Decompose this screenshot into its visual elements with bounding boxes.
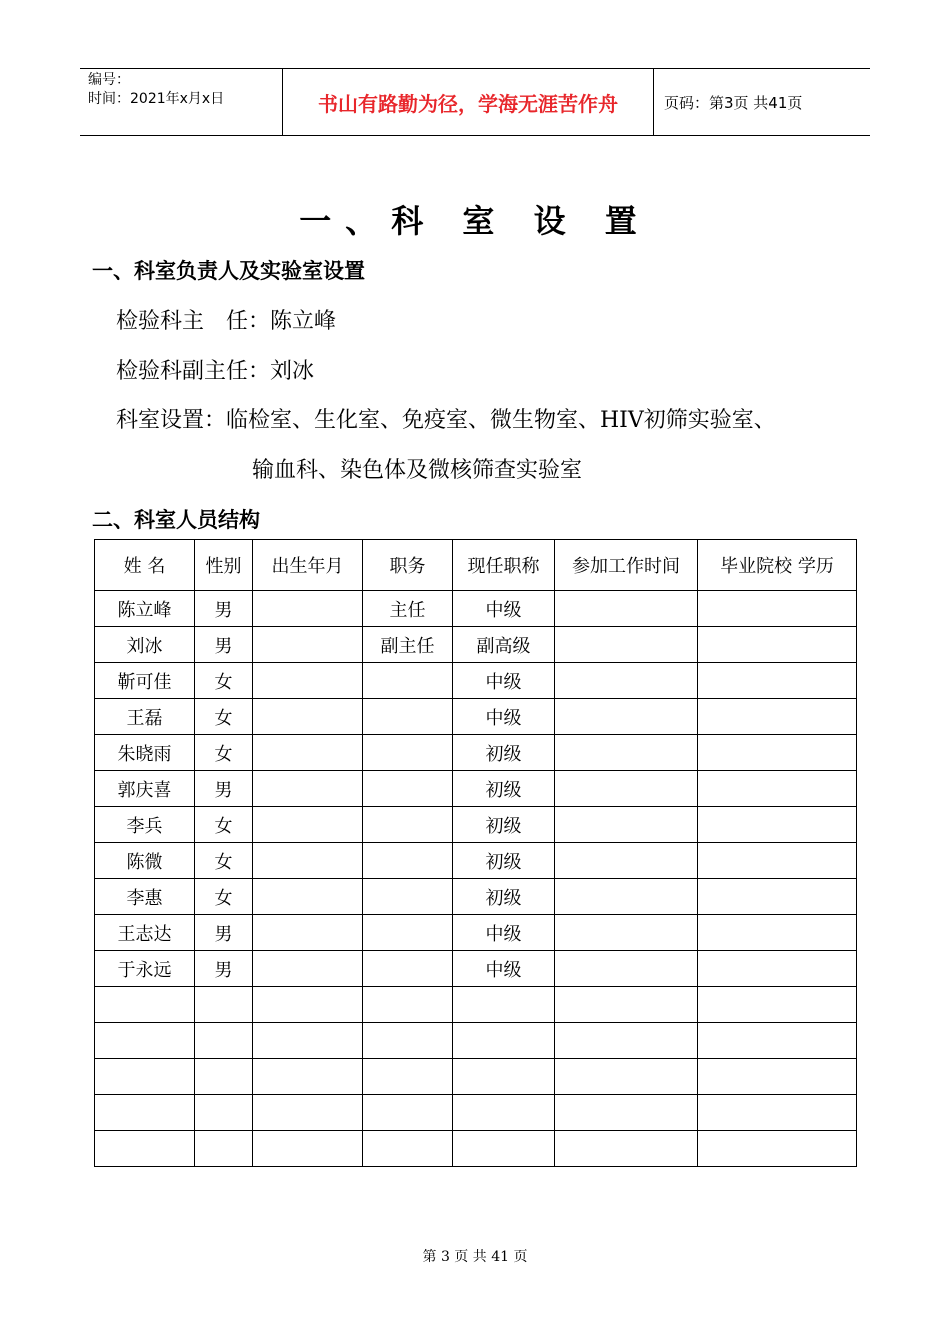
table-cell: 李惠 [95,879,195,915]
table-cell: 靳可佳 [95,663,195,699]
column-header: 职务 [363,540,453,591]
table-cell [698,1059,857,1095]
document-number-label: 编号： [88,72,130,88]
table-row [95,915,857,951]
table-cell [555,807,698,843]
table-row [95,879,857,915]
column-header: 参加工作时间 [555,540,698,591]
table-cell: 初级 [453,807,555,843]
table-cell [555,771,698,807]
director-line: 检验科主 任：陈立峰 [116,309,337,334]
page-header [80,68,870,136]
table-cell: 女 [195,663,253,699]
table-cell [253,879,363,915]
table-row [95,1023,857,1059]
table-cell [363,987,453,1023]
table-cell: 初级 [453,843,555,879]
table-cell: 副高级 [453,627,555,663]
table-cell: 中级 [453,663,555,699]
table-cell [253,807,363,843]
table-cell [698,735,857,771]
table-cell [195,1023,253,1059]
table-cell [555,951,698,987]
table-cell [453,1023,555,1059]
table-cell [555,1059,698,1095]
table-cell: 于永远 [95,951,195,987]
table-cell [253,663,363,699]
table-cell [698,771,857,807]
table-cell [698,951,857,987]
table-cell [253,843,363,879]
table-cell [253,1095,363,1131]
table-cell [555,879,698,915]
table-header-row [95,540,857,591]
table-cell [555,699,698,735]
table-row [95,699,857,735]
table-cell [363,1059,453,1095]
table-cell [698,627,857,663]
table-cell: 女 [195,879,253,915]
table-row [95,1059,857,1095]
table-cell: 副主任 [363,627,453,663]
column-header: 出生年月 [253,540,363,591]
table-cell [555,1131,698,1167]
table-cell: 王磊 [95,699,195,735]
table-cell: 初级 [453,771,555,807]
table-row [95,735,857,771]
table-cell [95,987,195,1023]
section-heading-1: 一、科室负责人及实验室设置 [92,259,365,283]
page-footer: 第 3 页 共 41 页 [422,1249,528,1265]
table-cell [555,987,698,1023]
table-cell [555,1095,698,1131]
table-cell: 中级 [453,951,555,987]
table-cell: 刘冰 [95,627,195,663]
table-cell [253,1131,363,1167]
table-cell [698,915,857,951]
table-cell: 男 [195,627,253,663]
table-cell [453,1059,555,1095]
table-cell [253,1059,363,1095]
table-cell [698,663,857,699]
table-cell [253,591,363,627]
table-cell [555,663,698,699]
table-cell [195,1095,253,1131]
table-cell [555,735,698,771]
table-cell [698,699,857,735]
table-cell [453,987,555,1023]
table-cell: 男 [195,591,253,627]
column-header: 姓 名 [95,540,195,591]
column-header: 毕业院校 学历 [698,540,857,591]
table-cell [363,915,453,951]
table-row [95,1095,857,1131]
table-row [95,951,857,987]
table-cell [363,1131,453,1167]
rooms-line-1: 科室设置：临检室、生化室、免疫室、微生物室、HIV初筛实验室、 [116,408,776,433]
table-cell [363,1095,453,1131]
table-cell [698,591,857,627]
table-cell [698,987,857,1023]
table-cell: 中级 [453,915,555,951]
table-cell [95,1095,195,1131]
table-cell [363,735,453,771]
section-heading-2: 二、科室人员结构 [92,508,260,532]
table-cell: 男 [195,915,253,951]
table-cell: 中级 [453,591,555,627]
table-cell: 郭庆喜 [95,771,195,807]
table-cell [253,771,363,807]
table-cell [253,735,363,771]
table-cell [363,771,453,807]
table-cell: 朱晓雨 [95,735,195,771]
table-cell: 女 [195,807,253,843]
table-row [95,843,857,879]
table-cell [253,1023,363,1059]
table-cell: 女 [195,735,253,771]
table-cell [363,951,453,987]
header-page-info: 页码：第3页 共41页 [664,93,803,112]
table-cell: 李兵 [95,807,195,843]
table-cell [363,699,453,735]
table-row [95,987,857,1023]
table-row [95,1131,857,1167]
document-date: 时间：2021年x月x日 [88,91,225,107]
table-cell [453,1095,555,1131]
table-cell: 女 [195,843,253,879]
deputy-line: 检验科副主任：刘冰 [116,359,315,384]
table-cell [363,879,453,915]
table-cell [698,1095,857,1131]
table-cell [253,699,363,735]
table-cell [195,1131,253,1167]
table-cell [363,843,453,879]
table-cell [698,1131,857,1167]
table-cell: 女 [195,699,253,735]
table-cell: 男 [195,771,253,807]
page-title: 一、科 室 设 置 [299,202,651,240]
table-cell: 王志达 [95,915,195,951]
table-cell [195,1059,253,1095]
table-body [95,591,857,1167]
table-cell [253,627,363,663]
table-cell [363,807,453,843]
table-row [95,771,857,807]
table-cell [698,843,857,879]
table-cell: 中级 [453,699,555,735]
table-cell [555,627,698,663]
table-cell [253,987,363,1023]
header-motto: 书山有路勤为径，学海无涯苦作舟 [282,69,654,135]
table-row [95,663,857,699]
table-row [95,627,857,663]
table-cell [195,987,253,1023]
staff-table [94,539,857,1167]
table-row [95,807,857,843]
table-cell [555,843,698,879]
table-cell [555,1023,698,1059]
table-cell: 初级 [453,735,555,771]
table-cell [253,951,363,987]
column-header: 现任职称 [453,540,555,591]
table-cell: 主任 [363,591,453,627]
table-cell [253,915,363,951]
table-cell [95,1023,195,1059]
table-cell [698,879,857,915]
table-row [95,591,857,627]
rooms-line-2: 输血科、染色体及微核筛查实验室 [252,458,583,483]
table-cell [95,1059,195,1095]
table-cell [555,915,698,951]
table-cell: 男 [195,951,253,987]
table-cell [95,1131,195,1167]
table-cell [555,591,698,627]
table-cell [363,1023,453,1059]
table-cell [698,807,857,843]
header-meta [80,69,282,135]
table-cell [698,1023,857,1059]
table-cell: 陈立峰 [95,591,195,627]
table-cell [363,663,453,699]
table-cell [453,1131,555,1167]
table-cell: 初级 [453,879,555,915]
table-cell: 陈微 [95,843,195,879]
column-header: 性别 [195,540,253,591]
